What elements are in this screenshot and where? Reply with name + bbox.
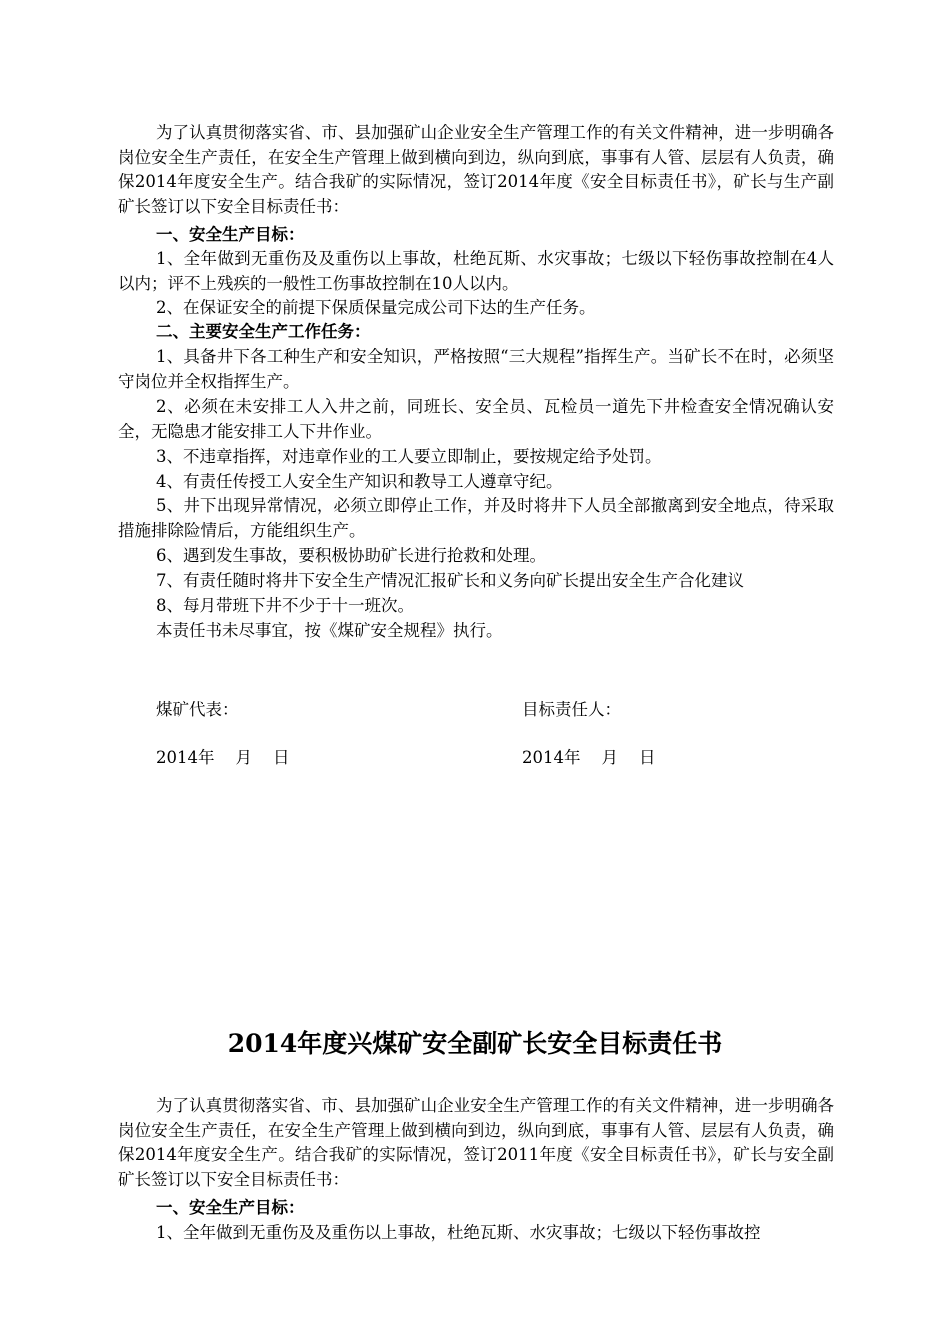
signature-left-date: 2014年 月 日 xyxy=(156,748,290,767)
doc1-goal-2: 2、在保证安全的前提下保质保量完成公司下达的生产任务。 xyxy=(156,298,596,317)
doc1-task-6: 6、遇到发生事故，要积极协助矿长进行抢救和处理。 xyxy=(156,546,546,565)
signature-right-date: 2014年 月 日 xyxy=(522,748,656,767)
doc2-title: 2014年度兴煤矿安全副矿长安全目标责任书 xyxy=(227,1029,723,1058)
doc1-closing-paragraph: 本责任书未尽事宜，按《煤矿安全规程》执行。 xyxy=(156,621,503,640)
signature-left-label: 煤矿代表： xyxy=(156,700,239,719)
doc1-task-8: 8、每月带班下井不少于十一班次。 xyxy=(156,596,414,615)
doc2-section1-heading: 一、安全生产目标： xyxy=(156,1198,305,1217)
doc1-task-2: 2、必须在未安排工人入井之前，同班长、安全员、瓦检员一道先下井检查安全情况确认安全，无隐患才能安排工人下井作业。 xyxy=(118,397,834,441)
doc1-task-5: 5、井下出现异常情况，必须立即停止工作，并及时将井下人员全部撤离到安全地点，待采取措施排除险情后，方能组织生产。 xyxy=(118,496,834,540)
doc2-intro-paragraph: 为了认真贯彻落实省、市、县加强矿山企业安全生产管理工作的有关文件精神，进一步明确各岗位安全生产责任，在安全生产管理上做到横向到边，纵向到底，事事有人管、层层有人负责，确保2014年度安全生产。结合我矿的实际情况，签订2011年度《安全目标责任书》，矿长与安全副矿长签订以下安全目标责任书： xyxy=(118,1096,834,1189)
doc1-task-3: 3、不违章指挥，对违章作业的工人要立即制止，要按规定给予处罚。 xyxy=(156,447,662,466)
doc1-task-7: 7、有责任随时将井下安全生产情况汇报矿长和义务向矿长提出安全生产合化建议 xyxy=(156,571,744,590)
doc1-goal-1: 1、全年做到无重伤及及重伤以上事故，杜绝瓦斯、水灾事故；七级以下轻伤事故控制在4人以内；评不上残疾的一般性工伤事故控制在10人以内。 xyxy=(118,249,834,293)
doc1-intro-paragraph: 为了认真贯彻落实省、市、县加强矿山企业安全生产管理工作的有关文件精神，进一步明确各岗位安全生产责任，在安全生产管理上做到横向到边，纵向到底，事事有人管、层层有人负责，确保2014年度安全生产。结合我矿的实际情况，签订2014年度《安全目标责任书》，矿长与生产副矿长签订以下安全目标责任书： xyxy=(118,123,834,216)
doc1-task-4: 4、有责任传授工人安全生产知识和教导工人遵章守纪。 xyxy=(156,472,563,491)
doc1-section2-heading: 二、主要安全生产工作任务： xyxy=(156,322,371,341)
signature-right-label: 目标责任人： xyxy=(522,700,621,719)
doc1-section1-heading: 一、安全生产目标： xyxy=(156,225,305,244)
doc2-goal-1-partial: 1、全年做到无重伤及及重伤以上事故，杜绝瓦斯、水灾事故；七级以下轻伤事故控 xyxy=(156,1223,761,1242)
doc1-task-1: 1、具备井下各工种生产和安全知识，严格按照“三大规程”指挥生产。当矿长不在时，必须坚守岗位并全权指挥生产。 xyxy=(118,347,834,391)
